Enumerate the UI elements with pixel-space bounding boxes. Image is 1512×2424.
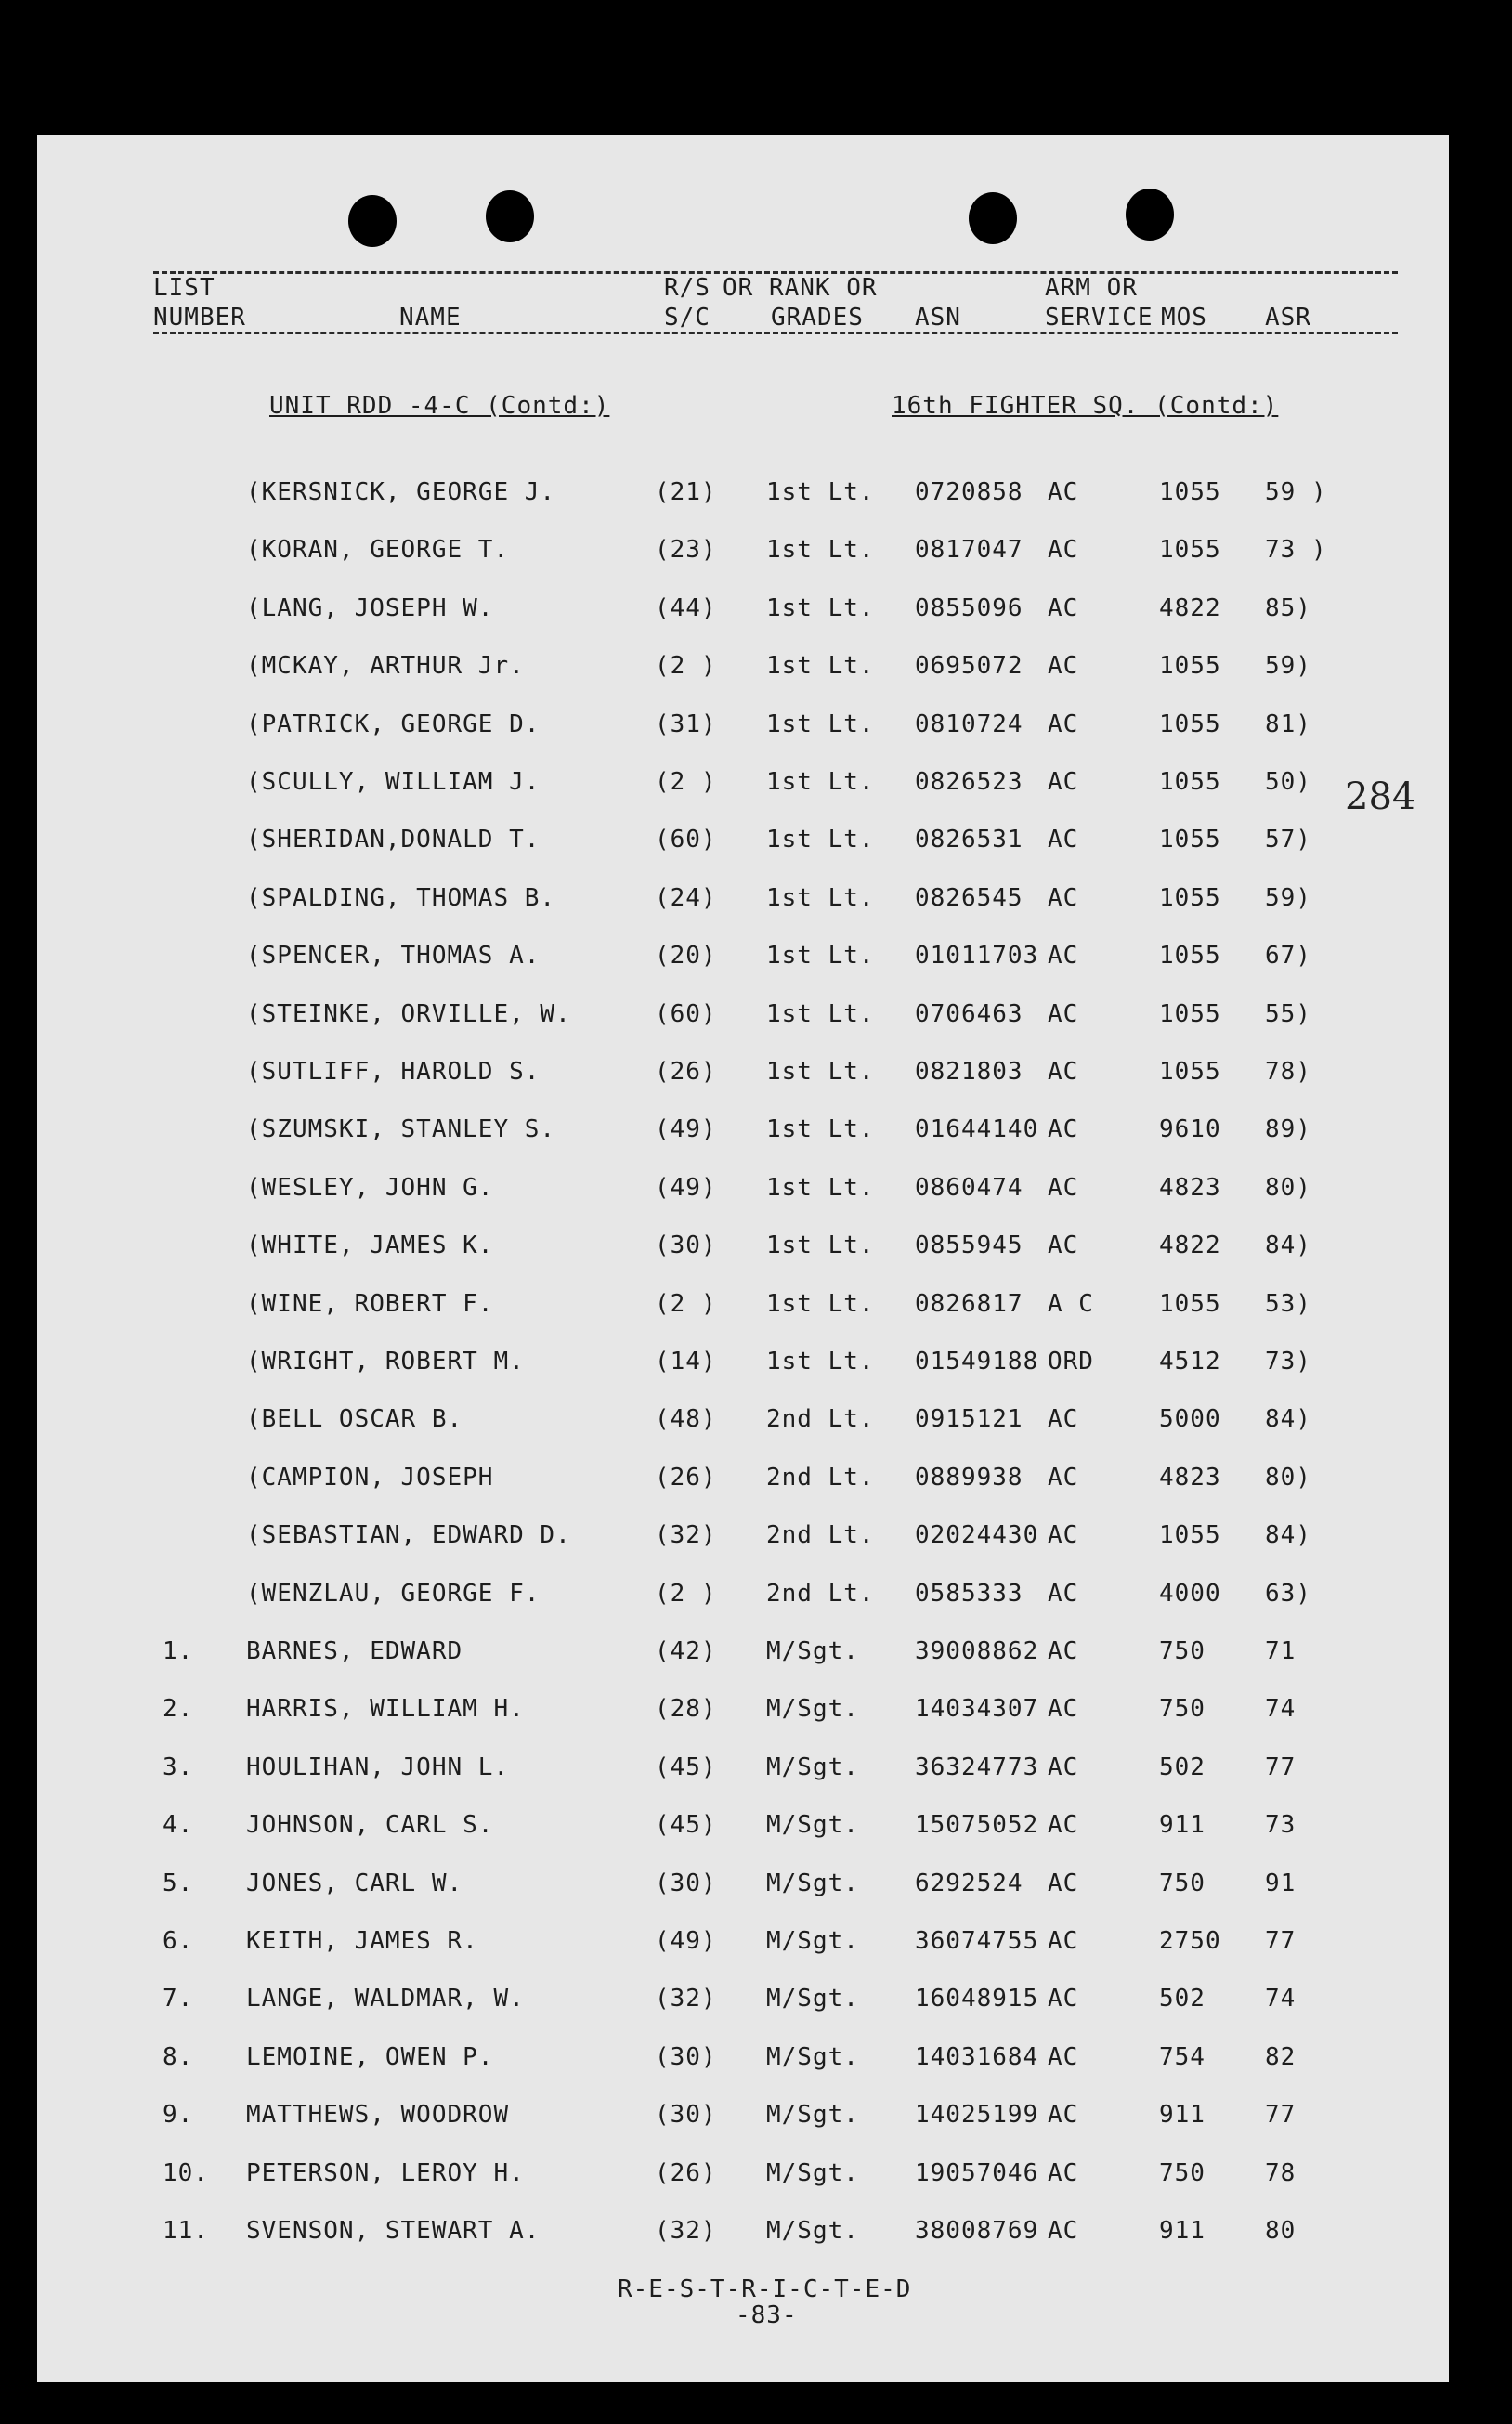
row-rs: (26) <box>655 1464 717 1492</box>
punch-hole <box>486 190 534 242</box>
row-mos: 2750 <box>1159 1927 1221 1955</box>
row-asn: 16048915 <box>915 1985 1039 2013</box>
row-rank: 2nd Lt. <box>766 1464 875 1492</box>
row-asn: 36074755 <box>915 1927 1039 1955</box>
row-mos: 1055 <box>1159 1290 1221 1318</box>
row-name: (SUTLIFF, HAROLD S. <box>246 1058 541 1086</box>
header-arm: SERVICE <box>1045 304 1154 332</box>
row-mos: 750 <box>1159 1695 1206 1723</box>
row-arm: AC <box>1048 710 1079 738</box>
row-name: (CAMPION, JOSEPH <box>246 1464 494 1492</box>
row-arm: AC <box>1048 768 1079 796</box>
row-mos: 4823 <box>1159 1464 1221 1492</box>
row-name: (WRIGHT, ROBERT M. <box>246 1348 525 1375</box>
row-name: HARRIS, WILLIAM H. <box>246 1695 525 1723</box>
row-rank: 2nd Lt. <box>766 1405 875 1433</box>
row-asn: 14025199 <box>915 2101 1039 2129</box>
row-arm: AC <box>1048 2159 1079 2187</box>
header-mos: MOS <box>1161 304 1207 332</box>
row-name: (SHERIDAN,DONALD T. <box>246 826 541 854</box>
header-asn: ASN <box>915 304 961 332</box>
row-name: (BELL OSCAR B. <box>246 1405 463 1433</box>
row-mos: 1055 <box>1159 1058 1221 1086</box>
row-name: (LANG, JOSEPH W. <box>246 594 494 622</box>
row-num: 4. <box>163 1811 194 1839</box>
row-asr: 50) <box>1265 768 1311 796</box>
row-arm: AC <box>1048 1521 1079 1549</box>
header-arm: ARM OR <box>1045 274 1138 302</box>
row-asr: 84) <box>1265 1405 1311 1433</box>
row-arm: AC <box>1048 1174 1079 1202</box>
row-name: LEMOINE, OWEN P. <box>246 2043 494 2071</box>
row-asr: 59) <box>1265 652 1311 680</box>
row-asn: 0706463 <box>915 1000 1023 1028</box>
row-asr: 80) <box>1265 1464 1311 1492</box>
row-asn: 0585333 <box>915 1580 1023 1608</box>
row-asn: 6292524 <box>915 1870 1023 1897</box>
row-mos: 911 <box>1159 2101 1206 2129</box>
unit-title-right: 16th FIGHTER SQ. (Contd:) <box>892 392 1279 420</box>
row-rank: M/Sgt. <box>766 2217 859 2245</box>
row-rs: (31) <box>655 710 717 738</box>
row-arm: AC <box>1048 826 1079 854</box>
row-mos: 1055 <box>1159 1521 1221 1549</box>
row-name: (SEBASTIAN, EDWARD D. <box>246 1521 571 1549</box>
row-name: (SPALDING, THOMAS B. <box>246 884 556 912</box>
row-rs: (21) <box>655 478 717 506</box>
row-asn: 02024430 <box>915 1521 1039 1549</box>
row-rank: M/Sgt. <box>766 1753 859 1781</box>
row-mos: 5000 <box>1159 1405 1221 1433</box>
row-mos: 1055 <box>1159 652 1221 680</box>
row-arm: AC <box>1048 1232 1079 1259</box>
row-mos: 1055 <box>1159 710 1221 738</box>
row-asr: 71 <box>1265 1637 1297 1665</box>
header-rank: GRADES <box>771 304 864 332</box>
row-arm: AC <box>1048 1985 1079 2013</box>
row-name: JONES, CARL W. <box>246 1870 463 1897</box>
row-rank: 1st Lt. <box>766 884 875 912</box>
row-asr: 57) <box>1265 826 1311 854</box>
row-arm: AC <box>1048 1464 1079 1492</box>
row-mos: 750 <box>1159 1870 1206 1897</box>
row-arm: AC <box>1048 1405 1079 1433</box>
row-asr: 74 <box>1265 1985 1297 2013</box>
punch-hole <box>1126 189 1174 241</box>
row-num: 9. <box>163 2101 194 2129</box>
row-num: 11. <box>163 2217 209 2245</box>
row-rank: 1st Lt. <box>766 1174 875 1202</box>
row-asn: 0889938 <box>915 1464 1023 1492</box>
row-mos: 1055 <box>1159 884 1221 912</box>
row-arm: AC <box>1048 536 1079 564</box>
row-arm: AC <box>1048 1695 1079 1723</box>
row-rank: 1st Lt. <box>766 1000 875 1028</box>
row-name: (STEINKE, ORVILLE, W. <box>246 1000 571 1028</box>
row-asn: 0695072 <box>915 652 1023 680</box>
row-asn: 14031684 <box>915 2043 1039 2071</box>
row-rank: M/Sgt. <box>766 2101 859 2129</box>
row-mos: 750 <box>1159 1637 1206 1665</box>
row-mos: 4000 <box>1159 1580 1221 1608</box>
row-num: 7. <box>163 1985 194 2013</box>
row-num: 1. <box>163 1637 194 1665</box>
row-asr: 59 ) <box>1265 478 1327 506</box>
row-asn: 19057046 <box>915 2159 1039 2187</box>
row-rs: (45) <box>655 1811 717 1839</box>
row-asr: 55) <box>1265 1000 1311 1028</box>
document-page <box>37 135 1449 2382</box>
header-asr: ASR <box>1265 304 1311 332</box>
row-rs: (32) <box>655 2217 717 2245</box>
header-rule-bottom <box>153 332 1398 334</box>
row-name: (WENZLAU, GEORGE F. <box>246 1580 541 1608</box>
row-arm: AC <box>1048 478 1079 506</box>
row-rs: (45) <box>655 1753 717 1781</box>
row-rs: (30) <box>655 1870 717 1897</box>
row-arm: AC <box>1048 1115 1079 1143</box>
row-mos: 9610 <box>1159 1115 1221 1143</box>
row-mos: 1055 <box>1159 826 1221 854</box>
row-asn: 0720858 <box>915 478 1023 506</box>
header-rank: OR RANK OR <box>723 274 878 302</box>
row-asn: 0817047 <box>915 536 1023 564</box>
row-rs: (49) <box>655 1115 717 1143</box>
row-name: BARNES, EDWARD <box>246 1637 463 1665</box>
row-name: HOULIHAN, JOHN L. <box>246 1753 510 1781</box>
row-rs: (44) <box>655 594 717 622</box>
row-num: 3. <box>163 1753 194 1781</box>
row-asr: 73 <box>1265 1811 1297 1839</box>
row-asn: 0915121 <box>915 1405 1023 1433</box>
row-asr: 67) <box>1265 942 1311 970</box>
row-asn: 0810724 <box>915 710 1023 738</box>
row-asn: 38008769 <box>915 2217 1039 2245</box>
row-rs: (24) <box>655 884 717 912</box>
row-name: (SZUMSKI, STANLEY S. <box>246 1115 556 1143</box>
row-asr: 78 <box>1265 2159 1297 2187</box>
row-rank: M/Sgt. <box>766 1637 859 1665</box>
row-asr: 77 <box>1265 1927 1297 1955</box>
row-name: (KORAN, GEORGE T. <box>246 536 510 564</box>
row-rs: (14) <box>655 1348 717 1375</box>
row-asr: 85) <box>1265 594 1311 622</box>
row-asn: 39008862 <box>915 1637 1039 1665</box>
row-rank: 1st Lt. <box>766 1115 875 1143</box>
row-asr: 80 <box>1265 2217 1297 2245</box>
row-asn: 0826531 <box>915 826 1023 854</box>
row-num: 8. <box>163 2043 194 2071</box>
row-arm: ORD <box>1048 1348 1094 1375</box>
row-rs: (32) <box>655 1521 717 1549</box>
row-num: 10. <box>163 2159 209 2187</box>
row-mos: 754 <box>1159 2043 1206 2071</box>
row-rs: (23) <box>655 536 717 564</box>
row-rank: 1st Lt. <box>766 652 875 680</box>
row-name: MATTHEWS, WOODROW <box>246 2101 510 2129</box>
row-arm: AC <box>1048 594 1079 622</box>
row-mos: 750 <box>1159 2159 1206 2187</box>
row-arm: AC <box>1048 2101 1079 2129</box>
row-rs: (20) <box>655 942 717 970</box>
row-rank: 2nd Lt. <box>766 1580 875 1608</box>
row-asn: 0855096 <box>915 594 1023 622</box>
row-arm: AC <box>1048 1637 1079 1665</box>
row-rs: (32) <box>655 1985 717 2013</box>
row-mos: 1055 <box>1159 942 1221 970</box>
row-arm: AC <box>1048 1753 1079 1781</box>
row-asr: 84) <box>1265 1521 1311 1549</box>
row-asr: 84) <box>1265 1232 1311 1259</box>
row-rank: 1st Lt. <box>766 710 875 738</box>
unit-title-left: UNIT RDD -4-C (Contd:) <box>269 392 610 420</box>
row-mos: 4822 <box>1159 1232 1221 1259</box>
row-rs: (26) <box>655 2159 717 2187</box>
footer-page-number: -83- <box>736 2301 798 2329</box>
row-rank: 1st Lt. <box>766 1290 875 1318</box>
row-arm: AC <box>1048 2217 1079 2245</box>
row-rank: 1st Lt. <box>766 768 875 796</box>
row-arm: AC <box>1048 2043 1079 2071</box>
row-rank: 1st Lt. <box>766 826 875 854</box>
row-asr: 89) <box>1265 1115 1311 1143</box>
row-rs: (2 ) <box>655 652 717 680</box>
row-rank: 1st Lt. <box>766 594 875 622</box>
row-rs: (48) <box>655 1405 717 1433</box>
row-asn: 0826523 <box>915 768 1023 796</box>
footer-restricted: R-E-S-T-R-I-C-T-E-D <box>618 2275 912 2303</box>
row-mos: 1055 <box>1159 1000 1221 1028</box>
punch-hole <box>969 192 1017 244</box>
row-rs: (30) <box>655 1232 717 1259</box>
row-asr: 81) <box>1265 710 1311 738</box>
row-rank: M/Sgt. <box>766 1985 859 2013</box>
row-mos: 502 <box>1159 1985 1206 2013</box>
row-mos: 502 <box>1159 1753 1206 1781</box>
row-name: (MCKAY, ARTHUR Jr. <box>246 652 525 680</box>
row-asn: 01644140 <box>915 1115 1039 1143</box>
row-asn: 14034307 <box>915 1695 1039 1723</box>
row-arm: AC <box>1048 1870 1079 1897</box>
row-asn: 15075052 <box>915 1811 1039 1839</box>
row-asn: 0855945 <box>915 1232 1023 1259</box>
row-mos: 4822 <box>1159 594 1221 622</box>
row-name: (WINE, ROBERT F. <box>246 1290 494 1318</box>
row-rs: (60) <box>655 826 717 854</box>
row-rs: (60) <box>655 1000 717 1028</box>
row-num: 6. <box>163 1927 194 1955</box>
header-name: NAME <box>399 304 462 332</box>
header-list-number: LIST <box>153 274 215 302</box>
row-rank: 1st Lt. <box>766 1058 875 1086</box>
row-asr: 77 <box>1265 2101 1297 2129</box>
row-asr: 74 <box>1265 1695 1297 1723</box>
row-name: (SCULLY, WILLIAM J. <box>246 768 541 796</box>
row-arm: AC <box>1048 1811 1079 1839</box>
row-arm: AC <box>1048 884 1079 912</box>
row-rs: (28) <box>655 1695 717 1723</box>
row-arm: AC <box>1048 1058 1079 1086</box>
row-asr: 73 ) <box>1265 536 1327 564</box>
row-name: PETERSON, LEROY H. <box>246 2159 525 2187</box>
row-asr: 53) <box>1265 1290 1311 1318</box>
row-rank: M/Sgt. <box>766 1695 859 1723</box>
row-rank: 1st Lt. <box>766 1348 875 1375</box>
row-rank: 1st Lt. <box>766 478 875 506</box>
row-rs: (2 ) <box>655 1290 717 1318</box>
row-rs: (42) <box>655 1637 717 1665</box>
row-name: (PATRICK, GEORGE D. <box>246 710 541 738</box>
row-rs: (2 ) <box>655 1580 717 1608</box>
row-rank: M/Sgt. <box>766 1870 859 1897</box>
row-mos: 911 <box>1159 2217 1206 2245</box>
row-rs: (49) <box>655 1174 717 1202</box>
row-rank: 1st Lt. <box>766 942 875 970</box>
row-rs: (26) <box>655 1058 717 1086</box>
row-asn: 0826545 <box>915 884 1023 912</box>
row-name: SVENSON, STEWART A. <box>246 2217 541 2245</box>
row-rank: M/Sgt. <box>766 2043 859 2071</box>
row-asn: 36324773 <box>915 1753 1039 1781</box>
row-asr: 77 <box>1265 1753 1297 1781</box>
row-mos: 1055 <box>1159 536 1221 564</box>
row-mos: 911 <box>1159 1811 1206 1839</box>
row-arm: A C <box>1048 1290 1094 1318</box>
row-rank: 2nd Lt. <box>766 1521 875 1549</box>
row-name: (WHITE, JAMES K. <box>246 1232 494 1259</box>
row-rank: M/Sgt. <box>766 1927 859 1955</box>
row-asr: 63) <box>1265 1580 1311 1608</box>
row-num: 5. <box>163 1870 194 1897</box>
row-name: (KERSNICK, GEORGE J. <box>246 478 556 506</box>
row-arm: AC <box>1048 1580 1079 1608</box>
row-rank: 1st Lt. <box>766 536 875 564</box>
row-arm: AC <box>1048 942 1079 970</box>
row-arm: AC <box>1048 1000 1079 1028</box>
row-asr: 73) <box>1265 1348 1311 1375</box>
side-page-number: 284 <box>1345 775 1416 818</box>
row-rs: (30) <box>655 2043 717 2071</box>
row-arm: AC <box>1048 1927 1079 1955</box>
row-rank: 1st Lt. <box>766 1232 875 1259</box>
row-arm: AC <box>1048 652 1079 680</box>
row-mos: 4512 <box>1159 1348 1221 1375</box>
row-asr: 82 <box>1265 2043 1297 2071</box>
row-asn: 01549188 <box>915 1348 1039 1375</box>
row-asr: 80) <box>1265 1174 1311 1202</box>
row-asr: 59) <box>1265 884 1311 912</box>
row-name: (WESLEY, JOHN G. <box>246 1174 494 1202</box>
row-rank: M/Sgt. <box>766 2159 859 2187</box>
header-list-number: NUMBER <box>153 304 246 332</box>
row-rs: (2 ) <box>655 768 717 796</box>
row-asr: 91 <box>1265 1870 1297 1897</box>
row-mos: 4823 <box>1159 1174 1221 1202</box>
row-num: 2. <box>163 1695 194 1723</box>
row-mos: 1055 <box>1159 768 1221 796</box>
row-asn: 01011703 <box>915 942 1039 970</box>
row-asn: 0821803 <box>915 1058 1023 1086</box>
row-mos: 1055 <box>1159 478 1221 506</box>
row-asn: 0860474 <box>915 1174 1023 1202</box>
row-rs: (49) <box>655 1927 717 1955</box>
row-name: JOHNSON, CARL S. <box>246 1811 494 1839</box>
row-asn: 0826817 <box>915 1290 1023 1318</box>
row-rs: (30) <box>655 2101 717 2129</box>
row-name: KEITH, JAMES R. <box>246 1927 478 1955</box>
header-rs: S/C <box>664 304 710 332</box>
row-name: (SPENCER, THOMAS A. <box>246 942 541 970</box>
row-asr: 78) <box>1265 1058 1311 1086</box>
row-rank: M/Sgt. <box>766 1811 859 1839</box>
row-name: LANGE, WALDMAR, W. <box>246 1985 525 2013</box>
header-rs: R/S <box>664 274 710 302</box>
punch-hole <box>348 195 397 247</box>
